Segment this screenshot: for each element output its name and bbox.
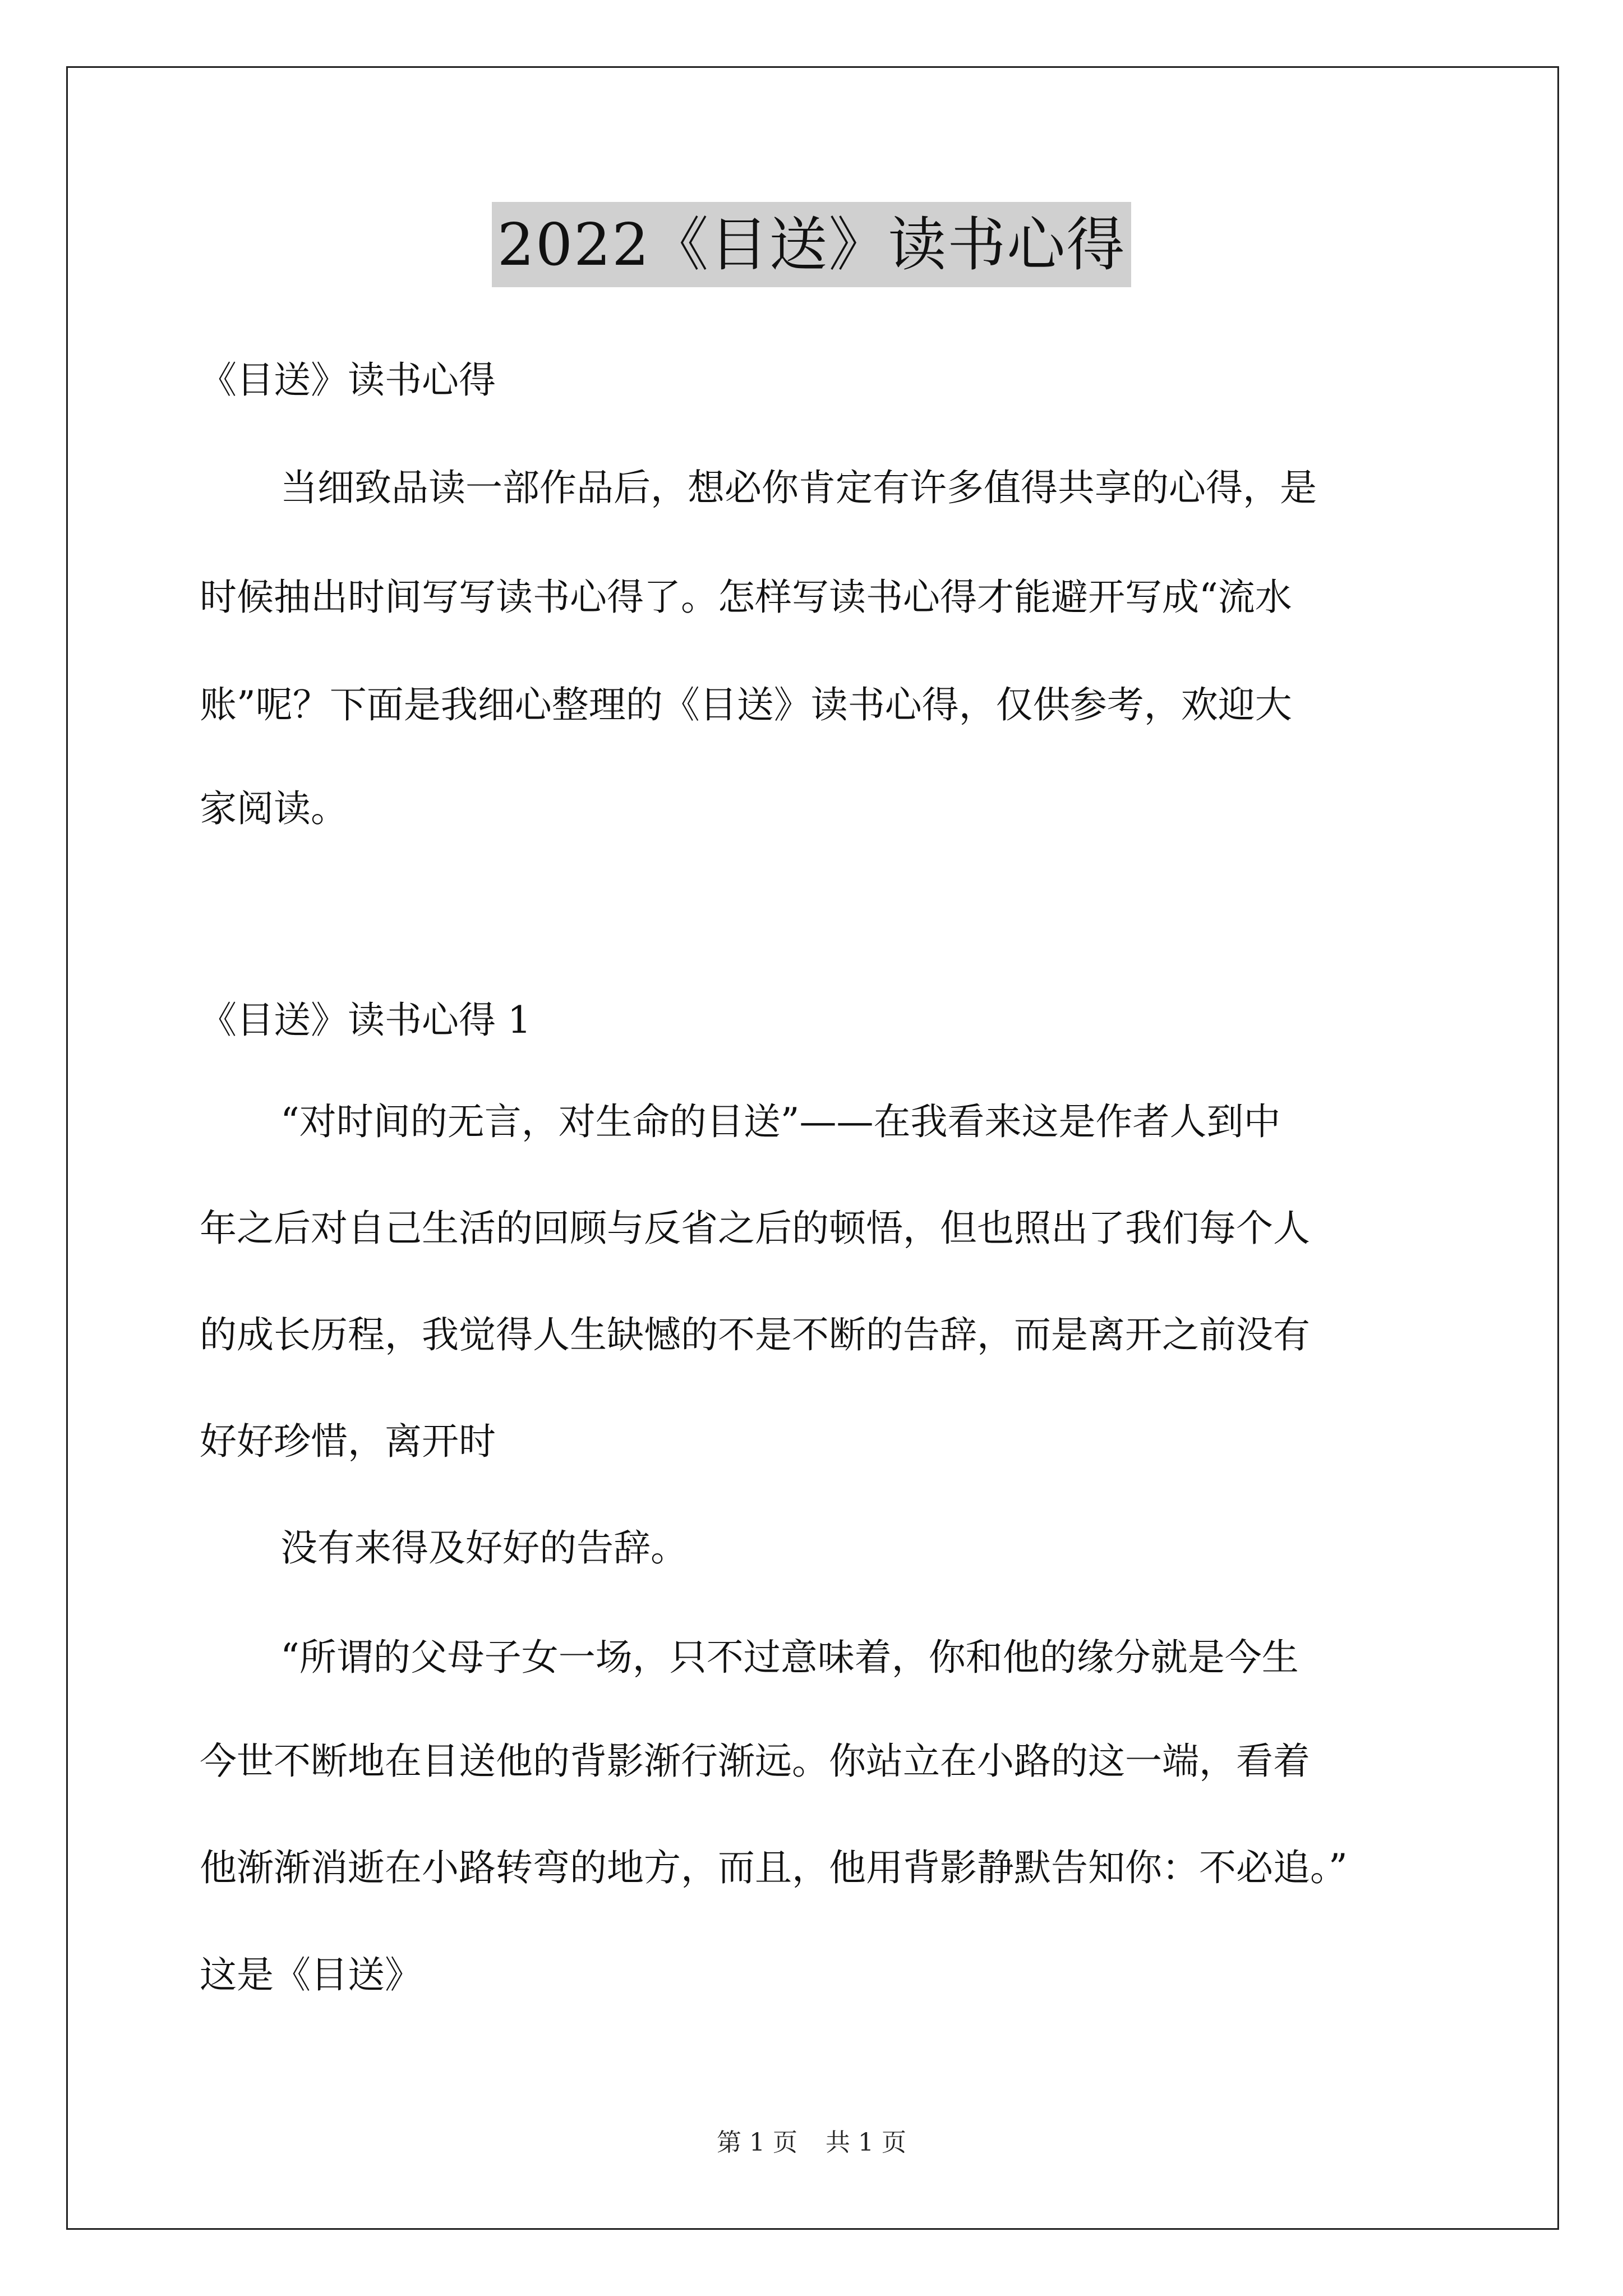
page-total: 共 1 页 (826, 2128, 906, 2157)
paragraph1-line-1: “对时间的无言，对生命的目送”——在我看来这是作者人到中 (280, 1100, 1281, 1143)
intro-line-1: 当细致品读一部作品后，想必你肯定有许多值得共享的心得，是 (280, 466, 1317, 509)
intro-line-2: 时候抽出时间写写读书心得了。怎样写读书心得才能避开写成“流水 (200, 576, 1292, 619)
page-number: 第 1 页 (717, 2128, 797, 2157)
intro-line-4: 家阅读。 (200, 787, 348, 830)
paragraph2-line-1: 没有来得及好好的告辞。 (280, 1526, 688, 1570)
title-container (0, 202, 1623, 287)
paragraph3-line-3: 他渐渐消逝在小路转弯的地方，而且，他用背影静默告知你：不必追。” (200, 1846, 1348, 1889)
paragraph3-line-1: “所谓的父母子女一场，只不过意味着，你和他的缘分就是今生 (280, 1636, 1299, 1679)
paragraph1-line-4: 好好珍惜，离开时 (200, 1420, 496, 1463)
document-title: 2022《目送》读书心得 (492, 202, 1132, 287)
paragraph1-line-3: 的成长历程，我觉得人生缺憾的不是不断的告辞，而是离开之前没有 (200, 1313, 1310, 1356)
paragraph3-line-4: 这是《目送》 (200, 1953, 422, 1996)
page-footer (0, 2126, 1623, 2160)
section-heading: 《目送》读书心得 1 (200, 999, 531, 1042)
paragraph3-line-2: 今世不断地在目送他的背影渐行渐远。你站立在小路的这一端，看着 (200, 1740, 1310, 1783)
subtitle: 《目送》读书心得 (200, 358, 496, 402)
paragraph1-line-2: 年之后对自己生活的回顾与反省之后的顿悟，但也照出了我们每个人 (200, 1207, 1310, 1250)
intro-line-3: 账”呢？下面是我细心整理的《目送》读书心得，仅供参考，欢迎大 (200, 683, 1292, 726)
